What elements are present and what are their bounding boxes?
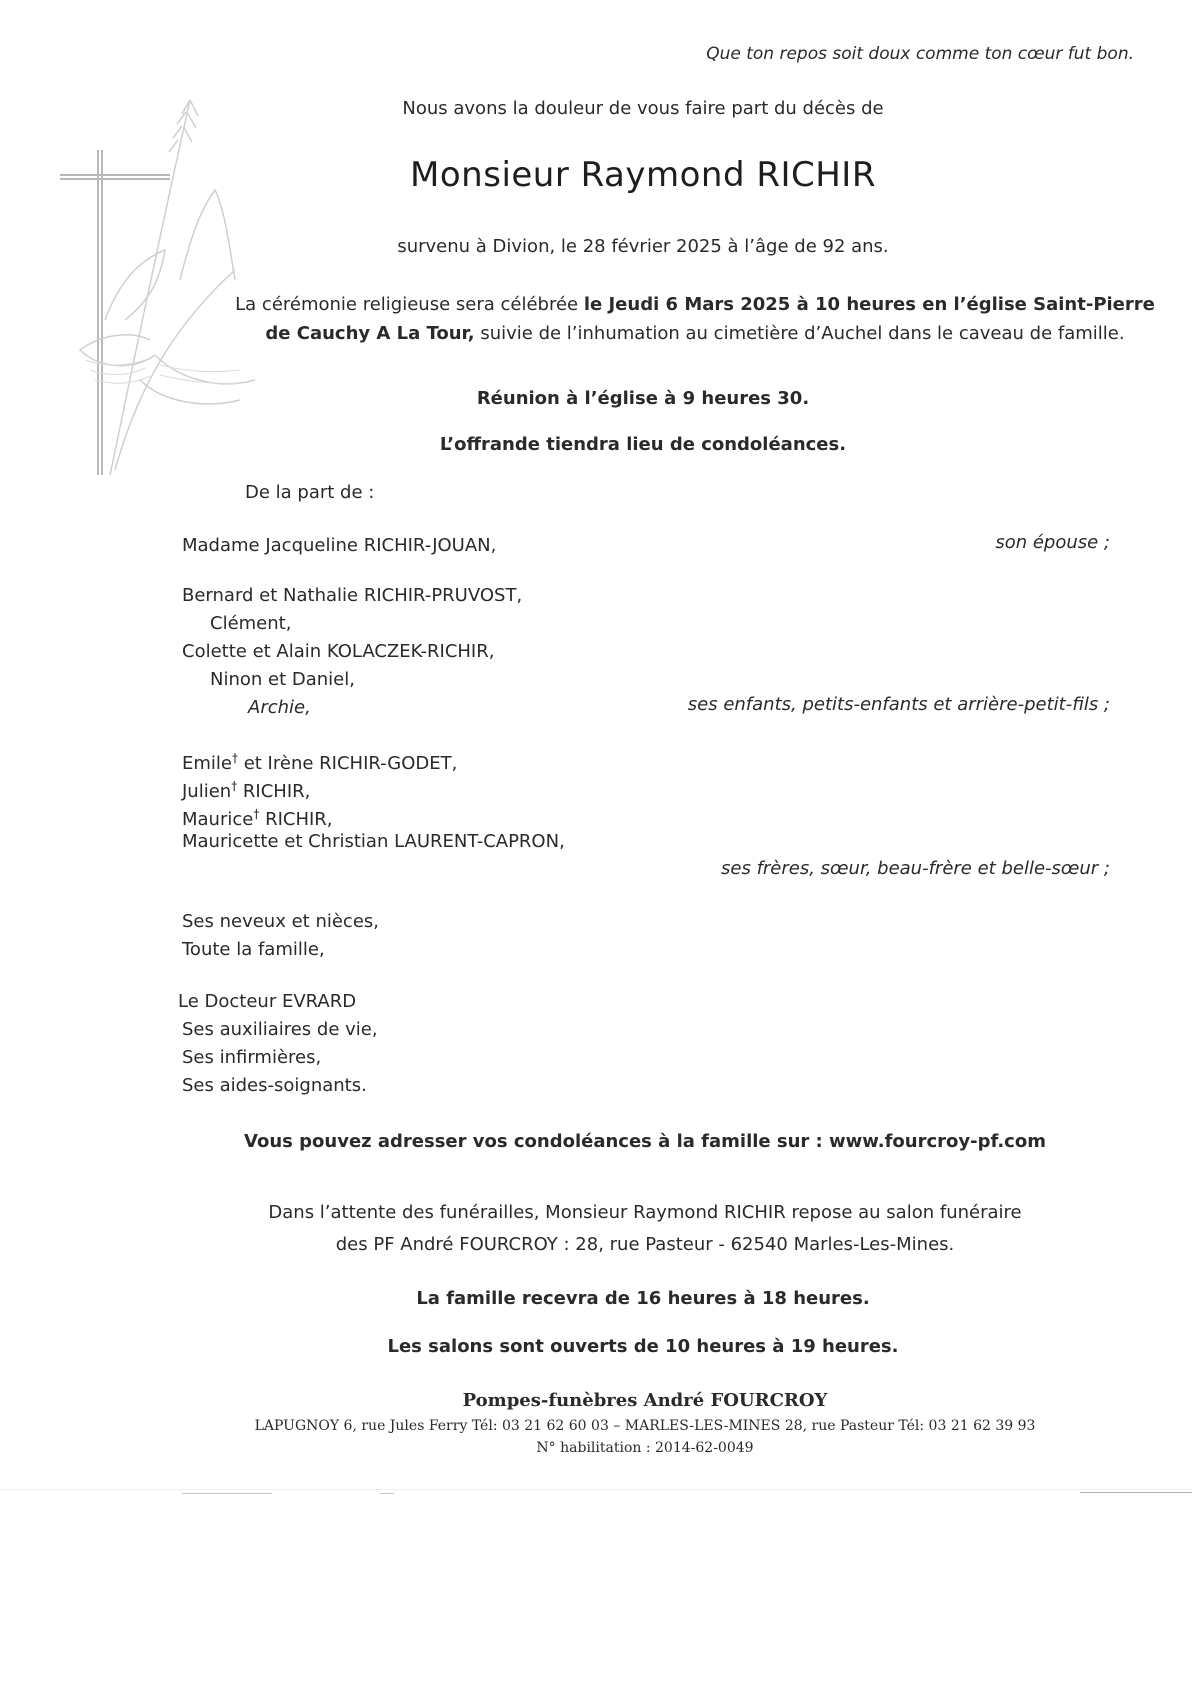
ceremony-suffix: suivie de l’inhumation au cimetière d’Auchel dans le caveau de famille. (474, 323, 1125, 344)
family-visiting-hours: La famille recevra de 16 heures à 18 heures. (416, 1288, 870, 1309)
ceremony-details (230, 290, 1160, 348)
scan-divider (0, 1489, 1192, 1490)
children-relation: ses enfants, petits-enfants et arrière-petit-fils ; (687, 694, 1110, 715)
ceremony-prefix: La cérémonie religieuse sera célébrée (235, 294, 584, 315)
scan-mark (380, 1493, 394, 1494)
care-line: Le Docteur EVRARD (178, 991, 357, 1012)
reunion-notice: Réunion à l’église à 9 heures 30. (476, 388, 810, 409)
funeral-home-name: Pompes-funèbres André FOURCROY (462, 1390, 828, 1411)
funeral-home-address: LAPUGNOY 6, rue Jules Ferry Tél: 03 21 62 60 03 – MARLES-LES-MINES 28, rue Pasteur Tél: 03 21 62 39 93 (254, 1418, 1036, 1434)
ceremony-date-place: le Jeudi 6 Mars 2025 à 10 heures en l’église Saint-Pierre de Cauchy A La Tour, (265, 294, 1155, 344)
care-line: Ses auxiliaires de vie, (182, 1019, 378, 1040)
scan-mark (182, 1493, 272, 1494)
offrande-notice: L’offrande tiendra lieu de condoléances. (439, 434, 847, 455)
sibling-line: Mauricette et Christian LAURENT-CAPRON, (182, 831, 565, 852)
sibling-first-name: Emile (182, 753, 232, 774)
care-line: Ses aides-soignants. (182, 1075, 367, 1096)
sibling-first-name: Julien (182, 781, 232, 802)
scan-mark (1080, 1492, 1192, 1493)
spouse-name: Madame Jacqueline RICHIR-JOUAN, (182, 535, 497, 556)
epigraph: Que ton repos soit doux comme ton cœur fut bon. (706, 44, 1134, 64)
salon-opening-hours: Les salons sont ouverts de 10 heures à 19 heures. (387, 1336, 899, 1357)
grandchild-line: Clément, (210, 613, 292, 634)
siblings-relation: ses frères, sœur, beau-frère et belle-sœur ; (721, 858, 1110, 879)
sibling-rest: RICHIR, (237, 781, 311, 802)
great-grandchild-line: Archie, (248, 697, 311, 718)
sibling-rest: et Irène RICHIR-GODET, (237, 753, 458, 774)
grandchild-line: Ninon et Daniel, (210, 669, 355, 690)
deceased-cross-mark: † (231, 751, 238, 765)
deceased-name: Monsieur Raymond RICHIR (410, 155, 876, 195)
spouse-relation: son épouse ; (995, 532, 1110, 553)
intro-text: Nous avons la douleur de vous faire part du décès de (402, 98, 884, 119)
deceased-cross-mark: † (253, 807, 260, 821)
condolences-website: Vous pouvez adresser vos condoléances à la famille sur : www.fourcroy-pf.com (244, 1131, 1046, 1152)
sibling-first-name: Maurice (182, 809, 254, 830)
repose-line: des PF André FOURCROY : 28, rue Pasteur - 62540 Marles-Les-Mines. (335, 1234, 955, 1255)
from-label: De la part de : (245, 482, 375, 503)
repose-notice (180, 1197, 1110, 1261)
children-line: Colette et Alain KOLACZEK-RICHIR, (182, 641, 495, 662)
others-line: Toute la famille, (182, 939, 325, 960)
funeral-home-habilitation: N° habilitation : 2014-62-0049 (536, 1440, 754, 1456)
death-notice: survenu à Divion, le 28 février 2025 à l’âge de 92 ans. (397, 236, 889, 257)
sibling-rest: RICHIR, (259, 809, 333, 830)
children-line: Bernard et Nathalie RICHIR-PRUVOST, (182, 585, 523, 606)
repose-line: Dans l’attente des funérailles, Monsieur Raymond RICHIR repose au salon funéraire (268, 1202, 1022, 1223)
cross-lily-wheat-icon (30, 80, 260, 500)
deceased-cross-mark: † (231, 779, 238, 793)
care-line: Ses infirmières, (182, 1047, 322, 1068)
others-line: Ses neveux et nièces, (182, 911, 379, 932)
